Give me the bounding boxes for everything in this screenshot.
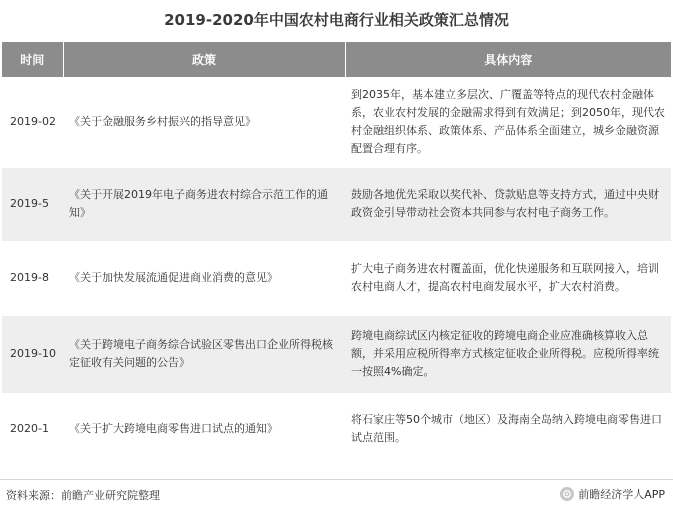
brand-logo-icon bbox=[560, 487, 574, 501]
header-content: 具体内容 bbox=[345, 42, 671, 77]
cell-date: 2020-1 bbox=[2, 393, 63, 465]
cell-policy: 《关于加快发展流通促进商业消费的意见》 bbox=[63, 241, 345, 315]
cell-date: 2019-02 bbox=[2, 77, 63, 167]
cell-policy: 《关于跨境电子商务综合试验区零售出口企业所得税核定征收有关问题的公告》 bbox=[63, 315, 345, 393]
cell-content: 鼓励各地优先采取以奖代补、贷款贴息等支持方式，通过中央财政资金引导带动社会资本共同参与农村电子商务工作。 bbox=[345, 167, 671, 241]
policy-table bbox=[2, 42, 671, 466]
cell-content: 将石家庄等50个城市（地区）及海南全岛纳入跨境电商零售进口试点范围。 bbox=[345, 393, 671, 465]
table-row bbox=[2, 393, 671, 465]
source-note: 资料来源：前瞻产业研究院整理 bbox=[6, 489, 160, 502]
cell-content: 跨境电商综试区内核定征收的跨境电商企业应准确核算收入总额，并采用应税所得率方式核定征收企业所得税。应税所得率统一按照4%确定。 bbox=[345, 315, 671, 393]
cell-policy: 《关于金融服务乡村振兴的指导意见》 bbox=[63, 77, 345, 167]
cell-content: 扩大电子商务进农村覆盖面，优化快递服务和互联网接入，培训农村电商人才，提高农村电商发展水平，扩大农村消费。 bbox=[345, 241, 671, 315]
page-title: 2019-2020年中国农村电商行业相关政策汇总情况 bbox=[164, 10, 509, 29]
brand-credit bbox=[560, 486, 665, 502]
brand-name: 前瞻经济学人APP bbox=[578, 488, 665, 501]
cell-policy: 《关于扩大跨境电商零售进口试点的通知》 bbox=[63, 393, 345, 465]
cell-date: 2019-5 bbox=[2, 167, 63, 241]
header-policy: 政策 bbox=[63, 42, 345, 77]
cell-policy: 《关于开展2019年电子商务进农村综合示范工作的通知》 bbox=[63, 167, 345, 241]
footer bbox=[0, 479, 673, 512]
cell-date: 2019-10 bbox=[2, 315, 63, 393]
cell-date: 2019-8 bbox=[2, 241, 63, 315]
header-time: 时间 bbox=[2, 42, 63, 77]
cell-content: 到2035年，基本建立多层次、广覆盖等特点的现代农村金融体系，农业农村发展的金融需求得到有效满足；到2050年，现代农村金融组织体系、政策体系、产品体系全面建立，城乡金融资源配置合理有序。 bbox=[345, 77, 671, 167]
table-row bbox=[2, 315, 671, 393]
table-header-row bbox=[2, 42, 671, 77]
table-row bbox=[2, 241, 671, 315]
table-row bbox=[2, 167, 671, 241]
table-row bbox=[2, 77, 671, 167]
